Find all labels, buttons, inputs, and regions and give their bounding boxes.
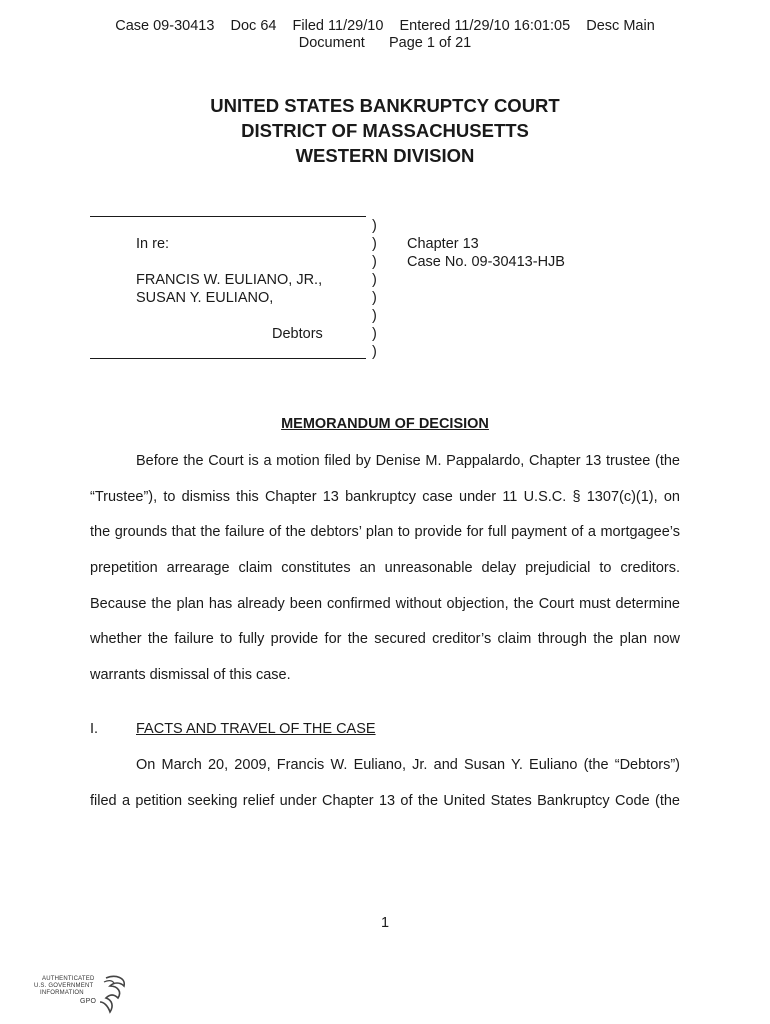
caption-debtor-2: SUSAN Y. EULIANO,	[136, 290, 274, 306]
caption-case-number: Case No. 09-30413-HJB	[407, 254, 565, 270]
paragraph-line: Before the Court is a motion filed by Denise M. Pappalardo, Chapter 13 trustee (the	[136, 453, 680, 469]
caption-paren: )	[372, 344, 377, 360]
filing-header-line2: Document Page 1 of 21	[298, 35, 472, 51]
paragraph-line: Because the plan has already been confirmed without objection, the Court must determine	[90, 596, 680, 612]
page-number: 1	[380, 915, 390, 931]
caption-debtor-1: FRANCIS W. EULIANO, JR.,	[136, 272, 323, 288]
document-title: MEMORANDUM OF DECISION	[281, 416, 489, 432]
paragraph-line: whether the failure to fully provide for the secured creditor’s claim through the plan now	[90, 631, 680, 647]
gpo-authentication-logo	[34, 972, 134, 1018]
caption-paren: )	[372, 218, 377, 234]
gpo-text-1: AUTHENTICATED	[42, 976, 95, 982]
paragraph-line: the grounds that the failure of the debtors’ plan to provide for full payment of a mortgagee’s	[90, 524, 680, 540]
paragraph-line: “Trustee”), to dismiss this Chapter 13 bankruptcy case under 11 U.S.C. § 1307(c)(1), on	[90, 489, 680, 505]
court-district: DISTRICT OF MASSACHUSETTS	[241, 120, 529, 141]
paragraph-line: filed a petition seeking relief under Chapter 13 of the United States Bankruptcy Code (the	[90, 793, 680, 809]
court-division: WESTERN DIVISION	[295, 145, 475, 166]
filing-header-line1: Case 09-30413 Doc 64 Filed 11/29/10 Entered 11/29/10 16:01:05 Desc Main	[115, 18, 655, 34]
caption-paren: )	[372, 308, 377, 324]
paragraph-line: prepetition arrearage claim constitutes an unreasonable delay prejudicial to creditors.	[90, 560, 680, 576]
caption-paren: )	[372, 326, 377, 342]
section-number: I.	[90, 721, 99, 737]
caption-paren: )	[372, 272, 377, 288]
caption-in-re: In re:	[136, 236, 170, 252]
caption-bottom-rule	[90, 358, 366, 359]
gpo-text-2: U.S. GOVERNMENT	[34, 983, 94, 989]
caption-debtors-label: Debtors	[272, 326, 323, 342]
caption-paren: )	[372, 254, 377, 270]
paragraph-line: On March 20, 2009, Francis W. Euliano, Jr. and Susan Y. Euliano (the “Debtors”)	[136, 757, 680, 773]
section-title: FACTS AND TRAVEL OF THE CASE	[136, 721, 376, 737]
caption-top-rule	[90, 216, 366, 217]
paragraph-line: warrants dismissal of this case.	[90, 667, 291, 683]
gpo-text-4: GPO	[80, 998, 97, 1005]
caption-chapter: Chapter 13	[407, 236, 479, 252]
caption-paren: )	[372, 236, 377, 252]
court-name: UNITED STATES BANKRUPTCY COURT	[210, 95, 560, 116]
gpo-text-3: INFORMATION	[40, 990, 84, 996]
caption-paren: )	[372, 290, 377, 306]
